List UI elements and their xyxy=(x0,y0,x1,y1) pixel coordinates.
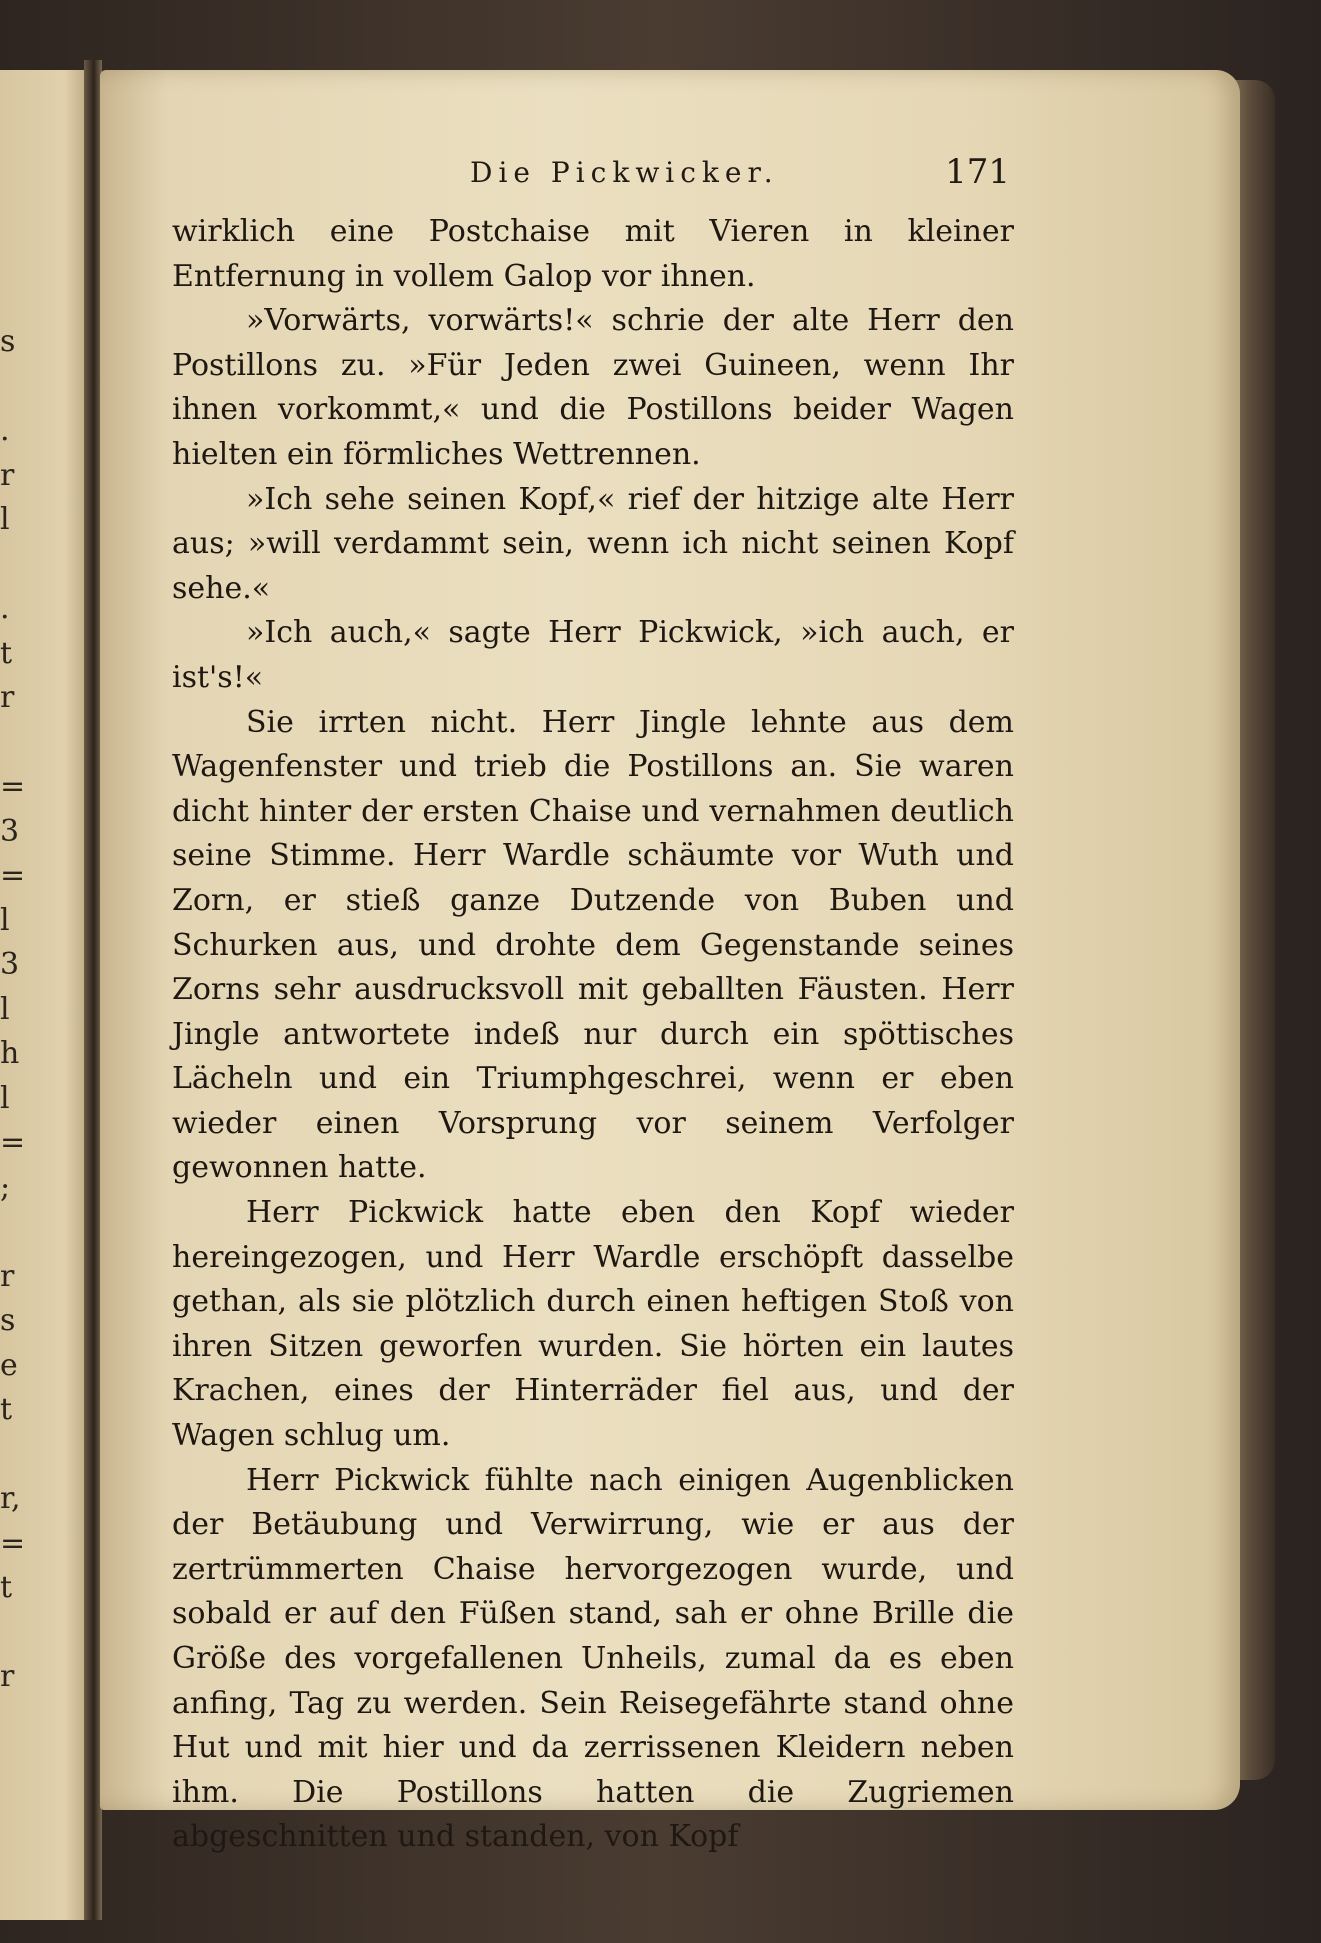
left-fragment: h xyxy=(0,1036,20,1071)
left-fragment: t xyxy=(0,1392,13,1427)
paragraph: wirklich eine Postchaise mit Vieren in kleiner Entfernung in vollem Galop vor ihnen. xyxy=(172,214,1014,294)
left-fragment xyxy=(0,365,30,410)
left-fragment: 3 xyxy=(0,813,20,849)
paragraph: »Ich auch,« sagte Herr Pickwick, »ich auch, er ist's!« xyxy=(172,615,1014,695)
paragraph: »Ich sehe seinen Kopf,« rief der hitzige alte Herr aus; »will verdammt sein, wenn ich nicht seinen Kopf sehe.« xyxy=(172,481,1014,606)
left-fragment xyxy=(0,1210,30,1255)
left-fragment: = xyxy=(0,769,26,804)
left-fragment xyxy=(0,543,30,588)
paragraph: Sie irrten nicht. Herr Jingle lehnte aus dem Wagenfenster und trieb die Postillons an. Sie waren dicht hinter der ersten Chaise und vernahmen deutlich seine Stimme. Herr Wardle schäumte vor Wuth und Zorn, er stieß ganze Dutzende von Buben und Schurken aus, und drohte dem Gegenstande seines Zorns sehr ausdrucksvoll mit geballten Fäusten. Herr Jingle antwortete indeß nur durch ein spöttisches Lächeln und ein Triumphgeschrei, wenn er eben wieder einen Vorsprung vor seinem Verfolger gewonnen hatte. xyxy=(172,704,1014,1186)
left-fragment: ; xyxy=(0,1169,11,1205)
left-fragment: t xyxy=(0,635,13,671)
left-fragment: = xyxy=(0,1525,26,1561)
left-fragment: l xyxy=(0,902,10,938)
left-fragment: = xyxy=(0,1125,26,1160)
left-fragment: l xyxy=(0,991,10,1027)
running-title: Die Pickwicker. xyxy=(470,156,779,189)
left-fragment xyxy=(0,721,30,766)
left-fragment: 3 xyxy=(0,947,20,982)
left-fragment: r xyxy=(0,680,15,715)
body-text xyxy=(172,210,1014,1860)
left-page-fragments xyxy=(0,320,30,1700)
left-fragment: r, xyxy=(0,1481,21,1516)
left-page-edge xyxy=(0,70,92,1920)
left-fragment xyxy=(0,1611,30,1656)
paragraph: Herr Pickwick fühlte nach einigen Augenblicken der Betäubung und Verwirrung, wie er aus der zertrümmerten Chaise hervorgezogen wurde, und sobald er auf den Füßen stand, sah er ohne Brille die Größe des vorgefallenen Unheils, zumal da es eben anfing, Tag zu werden. Sein Reisegefährte stand ohne Hut und mit hier und da zerrissenen Kleidern neben ihm. Die Postillons hatten die Zugriemen abgeschnitten und standen, von Kopf xyxy=(172,1462,1014,1855)
left-fragment: . xyxy=(0,413,10,448)
left-fragment: = xyxy=(0,858,26,893)
paragraph: »Vorwärts, vorwärts!« schrie der alte Herr den Postillons zu. »Für Jeden zwei Guineen, wenn Ihr ihnen vorkommt,« und die Postillons beider Wagen hielten ein förmliches Wettrennen. xyxy=(172,303,1014,472)
paragraph: Herr Pickwick hatte eben den Kopf wieder hereingezogen, und Herr Wardle erschöpft dasselbe gethan, als sie plötzlich durch einen heftigen Stoß von ihren Sitzen geworfen wurden. Sie hörten ein lautes Krachen, eines der Hinterräder fiel aus, und der Wagen schlug um. xyxy=(172,1195,1014,1454)
left-fragment: r xyxy=(0,1659,15,1694)
left-fragment: . xyxy=(0,591,10,626)
left-fragment: r xyxy=(0,457,15,493)
left-fragment: l xyxy=(0,1080,10,1116)
left-fragment: s xyxy=(0,1303,16,1338)
left-fragment: l xyxy=(0,502,10,537)
left-fragment: t xyxy=(0,1570,13,1605)
left-fragment xyxy=(0,1433,30,1478)
left-fragment: s xyxy=(0,324,16,359)
left-fragment: r xyxy=(0,1258,15,1294)
page-header xyxy=(170,152,1010,200)
page-number: 171 xyxy=(945,152,1010,192)
left-fragment: e xyxy=(0,1347,18,1383)
